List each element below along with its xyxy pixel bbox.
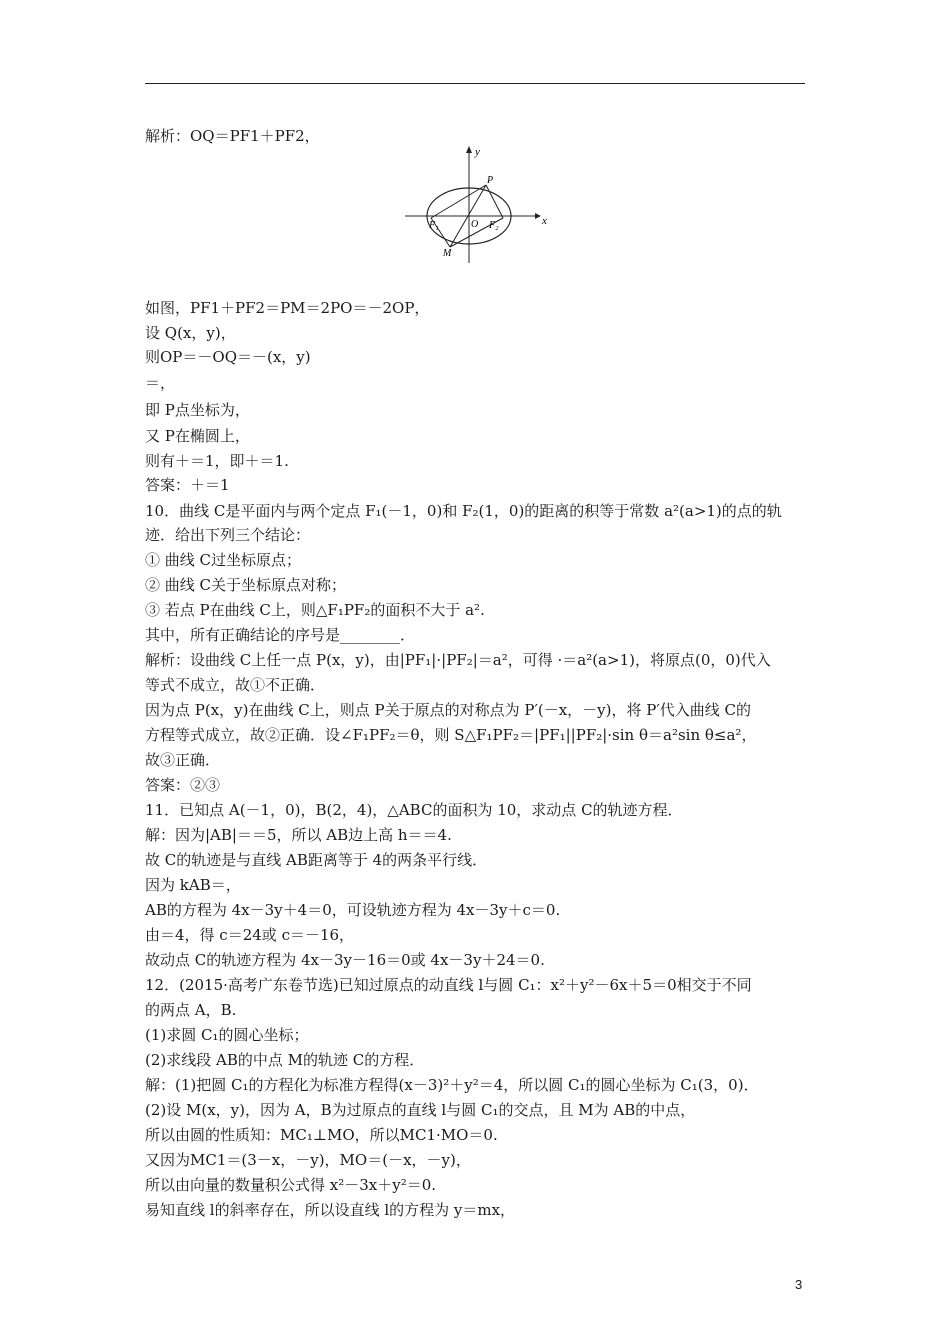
text-line: 因为点 P(x，y)在曲线 C上，则点 P关于原点的对称点为 P′(－x，－y)，将 P′代入曲线 C的 <box>145 701 752 719</box>
x-axis-arrow <box>535 213 541 219</box>
text-line: (1)求圆 C₁的圆心坐标； <box>145 1026 309 1044</box>
text-line: 如图，PF1＋PF2＝PM＝2PO＝－2OP， <box>145 299 430 317</box>
text-line: 解：(1)把圆 C₁的方程化为标准方程得(x－3)²＋y²＝4，所以圆 C₁的圆心坐标为 C₁(3，0)． <box>145 1076 759 1094</box>
text-line: 11．已知点 A(－1，0)，B(2，4)，△ABC的面积为 10，求动点 C的轨迹方程． <box>145 801 683 819</box>
y-axis-label: y <box>475 146 480 158</box>
text-line: 由＝4，得 c＝24或 c＝－16， <box>145 926 355 944</box>
segment-pf2 <box>486 185 503 218</box>
text-line: 所以由向量的数量积公式得 x²－3x＋y²＝0. <box>145 1176 437 1194</box>
text-line: ③ 若点 P在曲线 C上，则△F₁PF₂的面积不大于 a². <box>145 601 485 619</box>
page-number: 3 <box>795 1277 803 1292</box>
text-line: 故③正确． <box>145 751 221 769</box>
text-line: 故动点 C的轨迹方程为 4x－3y－16＝0或 4x－3y＋24＝0. <box>145 951 545 969</box>
text-line: 12．(2015·高考广东卷节选)已知过原点的动直线 l与圆 C₁：x²＋y²－6x＋5＝0相交于不同 <box>145 976 752 994</box>
text-line: 则有＋＝1，即＋＝1. <box>145 452 289 470</box>
text-line: 其中，所有正确结论的序号是________． <box>145 626 416 644</box>
point-f2-label: F₂ <box>489 220 499 231</box>
text-line: 设 Q(x，y)， <box>145 324 236 342</box>
text-line: 等式不成立，故①不正确． <box>145 676 326 694</box>
segment-pf1 <box>431 185 486 218</box>
text-line: 迹．给出下列三个结论： <box>145 526 311 544</box>
text-line: 又 P在椭圆上， <box>145 427 250 445</box>
text-line: 易知直线 l的斜率存在，所以设直线 l的方程为 y＝mx， <box>145 1201 516 1219</box>
text-line: 解：因为|AB|＝＝5，所以 AB边上高 h＝＝4. <box>145 826 452 844</box>
text-line: 答案：②③ <box>145 776 221 794</box>
text-line: ① 曲线 C过坐标原点； <box>145 551 302 569</box>
text-line: 故 C的轨迹是与直线 AB距离等于 4的两条平行线． <box>145 851 488 869</box>
text-line: 答案：＋＝1 <box>145 476 230 494</box>
text-line: 解析：OQ＝PF1＋PF2， <box>145 127 320 145</box>
text-line: 方程等式成立，故②正确．设∠F₁PF₂＝θ，则 S△F₁PF₂＝|PF₁||PF₂|·sin θ＝a²sin θ≤a²， <box>145 726 757 744</box>
text-line: 解析：设曲线 C上任一点 P(x，y)，由|PF₁|·|PF₂|＝a²，可得 ·＝a²(a>1)，将原点(0，0)代入 <box>145 651 771 669</box>
text-line: 则OP＝－OQ＝－(x，y) <box>145 348 311 366</box>
header-rule <box>145 83 805 84</box>
point-p-label: P <box>487 175 494 186</box>
ellipse-figure <box>405 145 550 263</box>
text-line: 因为 kAB＝， <box>145 876 241 894</box>
text-line: 所以由圆的性质知：MC₁⊥MO，所以MC1·MO＝0. <box>145 1126 498 1144</box>
y-axis-arrow <box>466 146 472 153</box>
text-line: 又因为MC1＝(3－x，－y)，MO＝(－x，－y)， <box>145 1151 471 1169</box>
text-line: 即 P点坐标为， <box>145 401 250 419</box>
text-line: 的两点 A，B. <box>145 1001 237 1019</box>
text-line: ② 曲线 C关于坐标原点对称； <box>145 576 347 594</box>
text-line: 10．曲线 C是平面内与两个定点 F₁(－1，0)和 F₂(1，0)的距离的积等于常数 a²(a>1)的点的轨 <box>145 502 782 520</box>
text-line: (2)设 M(x，y)，因为 A，B为过原点的直线 l与圆 C₁的交点，且 M为 AB的中点， <box>145 1101 696 1119</box>
point-f1-label: F₁ <box>429 220 439 231</box>
text-line: AB的方程为 4x－3y＋4＝0，可设轨迹方程为 4x－3y＋c＝0. <box>145 901 561 919</box>
origin-label: O <box>471 219 479 230</box>
text-line: ＝， <box>145 374 176 392</box>
point-m-label: M <box>443 248 452 259</box>
x-axis-label: x <box>542 215 547 227</box>
text-line: (2)求线段 AB的中点 M的轨迹 C的方程． <box>145 1051 425 1069</box>
